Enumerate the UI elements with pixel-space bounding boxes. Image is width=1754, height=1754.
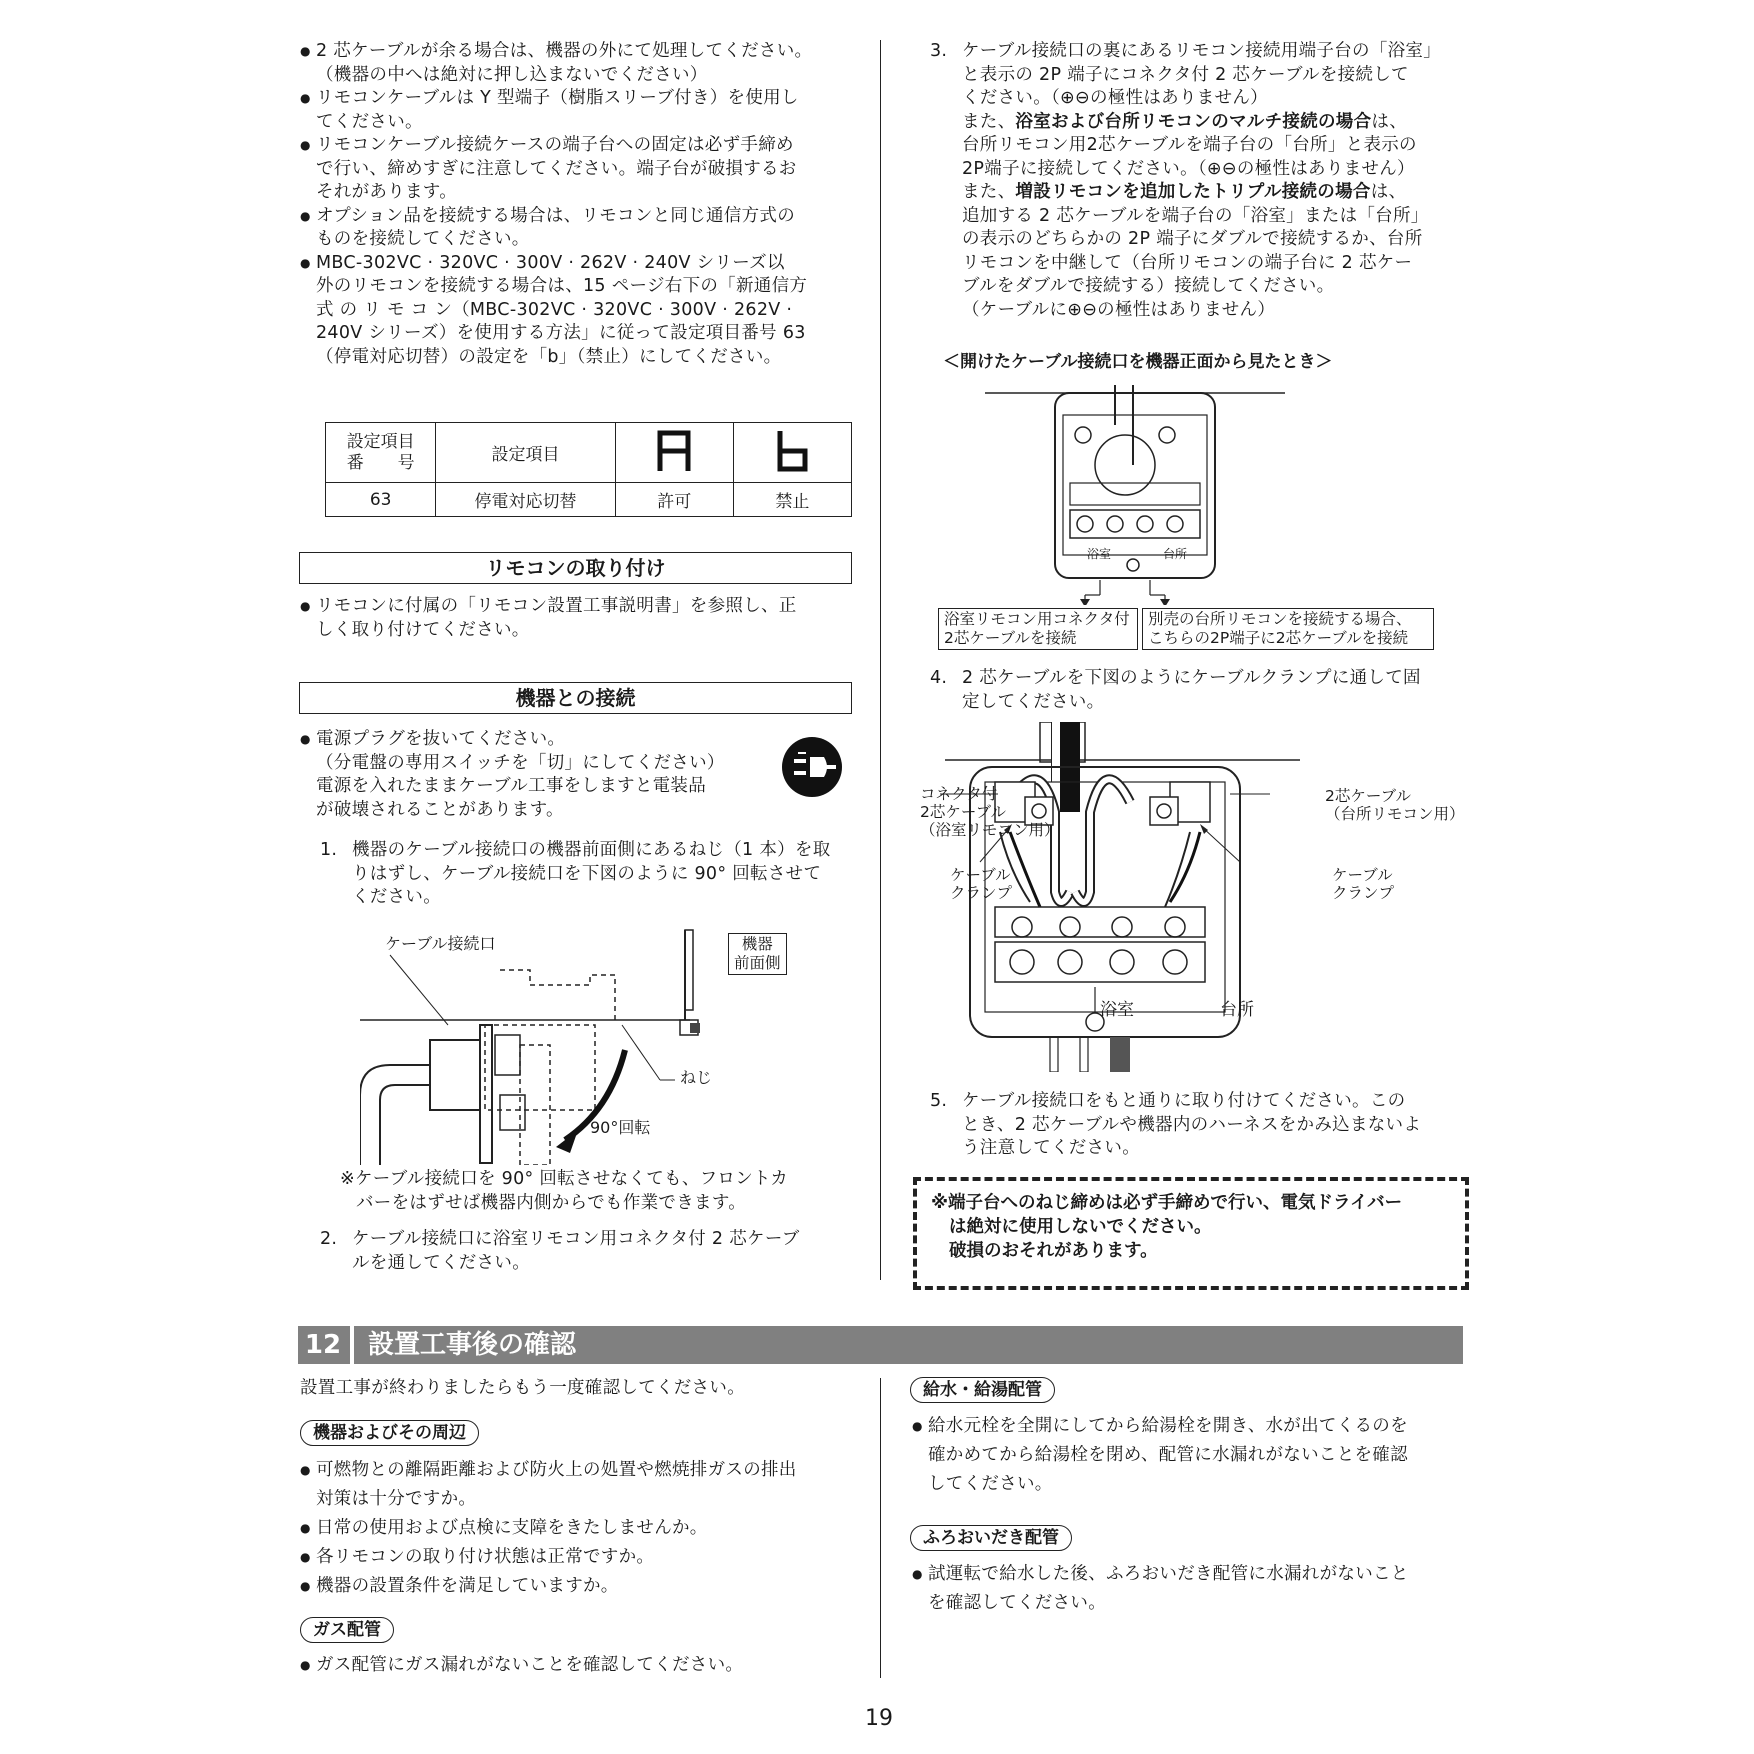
text-line: ※ケーブル接続口を 90° 回転させなくても、フロントカ bbox=[340, 1169, 789, 1189]
group-water-title: 給水・給湯配管 bbox=[910, 1377, 1055, 1403]
text-line: リモコンを中継して（台所リモコンの端子台に 2 芯ケー bbox=[962, 252, 1413, 273]
fig1-front-label bbox=[728, 933, 787, 975]
text-line: 確かめてから給湯栓を閉め、配管に水漏れがないことを確認 bbox=[928, 1445, 1408, 1465]
fig3-right-clamp-label bbox=[1332, 866, 1394, 902]
text-line: ● MBC-302VC · 320VC · 300V · 262V · 240V シリーズ以 bbox=[316, 252, 785, 273]
seven-seg-a-icon bbox=[654, 427, 694, 473]
text-line: ケーブル接続口をもと通りに取り付けてください。この bbox=[962, 1091, 1406, 1111]
text-line: 定してください。 bbox=[962, 691, 1105, 712]
group-water-list bbox=[912, 1412, 1472, 1499]
cell-prohibit: 禁止 bbox=[733, 483, 851, 517]
text-line: 対策は十分ですか。 bbox=[316, 1489, 477, 1509]
step1-item bbox=[320, 839, 860, 910]
step-number: 4. bbox=[930, 668, 948, 688]
section-separator bbox=[350, 1326, 354, 1364]
step2-item bbox=[320, 1228, 860, 1275]
text-line: 2P端子に接続してください。（⊕⊖の極性はありません） bbox=[962, 158, 1415, 179]
step3-item bbox=[930, 40, 1470, 322]
text-line: ものを接続してください。 bbox=[316, 229, 530, 249]
text-line: う注意してください。 bbox=[962, 1138, 1140, 1158]
caution-line: 破損のおそれがあります。 bbox=[949, 1241, 1158, 1261]
header-a-segment bbox=[615, 423, 733, 483]
text-line: ● 日常の使用および点検に支障をきたしませんか。 bbox=[316, 1518, 708, 1538]
label-line: 前面側 bbox=[734, 954, 781, 972]
fig2-box-kitchen bbox=[1142, 608, 1434, 650]
text-line: してください。 bbox=[928, 1474, 1053, 1494]
header-setting-number bbox=[326, 423, 436, 483]
section-number: 12 bbox=[304, 1330, 342, 1360]
label-line: 2芯ケーブル bbox=[1325, 787, 1411, 805]
text-line: 式 の リ モ コ ン（MBC-302VC · 320VC · 300V · 262V · bbox=[316, 299, 793, 320]
text-line: 追加する 2 芯ケーブルを端子台の「浴室」または「台所」 bbox=[962, 205, 1429, 226]
text-line: 電源を入れたままケーブル工事をしますと電装品 bbox=[316, 776, 707, 796]
cell-number: 63 bbox=[326, 483, 436, 517]
text-line: （ケーブルに⊕⊖の極性はありません） bbox=[962, 299, 1276, 320]
fig2-kitchen-label: 台所 bbox=[1163, 547, 1188, 561]
group-equipment-title: 機器およびその周辺 bbox=[300, 1420, 479, 1446]
label-line: ケーブル bbox=[950, 866, 1011, 884]
text-span: は、 bbox=[1370, 182, 1407, 202]
text-line: ● リモコンに付属の「リモコン設置工事説明書」を参照し、正 bbox=[316, 596, 797, 616]
header-setting-item: 設定項目 bbox=[436, 423, 615, 483]
text-line: ください。 bbox=[352, 887, 441, 907]
text-line: ブルをダブルで接続する）接続してください。 bbox=[962, 276, 1335, 296]
step5 bbox=[930, 1090, 1470, 1161]
text-line: それがあります。 bbox=[316, 182, 457, 202]
header-b-segment bbox=[733, 423, 851, 483]
check-item bbox=[300, 1543, 860, 1572]
text-line: しく取り付けてください。 bbox=[316, 619, 530, 640]
text-line: が破壊されることがあります。 bbox=[316, 799, 564, 820]
fig2-caption: ＜開けたケーブル接続口を機器正面から見たとき＞ bbox=[943, 352, 1333, 372]
fig3-left-cable-label bbox=[920, 785, 1060, 839]
step3 bbox=[930, 40, 1470, 322]
cell-allow: 許可 bbox=[615, 483, 733, 517]
group-bath-list bbox=[912, 1560, 1472, 1618]
check-item bbox=[912, 1412, 1472, 1499]
bullet-options bbox=[300, 205, 860, 252]
column-divider-bottom bbox=[880, 1378, 881, 1678]
connect-heading: 機器との接続 bbox=[299, 682, 852, 714]
text-line: てください。 bbox=[316, 111, 423, 132]
fig2-box-bath bbox=[938, 608, 1138, 650]
group-gas-title: ガス配管 bbox=[300, 1617, 394, 1643]
label-line: （台所リモコン用） bbox=[1325, 805, 1465, 823]
bullet-remocon bbox=[300, 595, 860, 642]
fig2-bath-label: 浴室 bbox=[1087, 547, 1112, 561]
step5-item bbox=[930, 1090, 1470, 1161]
bold-span: 浴室および台所リモコンのマルチ接続の場合 bbox=[1015, 111, 1372, 132]
group-gas-list bbox=[300, 1654, 860, 1678]
text-line: りはずし、ケーブル接続口を下図のように 90° 回転させて bbox=[352, 863, 822, 884]
bullet-excess-cable bbox=[300, 40, 860, 87]
text-line: ください。（⊕⊖の極性はありません） bbox=[962, 88, 1268, 108]
remocon-text bbox=[300, 595, 860, 642]
step4-item bbox=[930, 667, 1470, 714]
seven-seg-b-icon bbox=[772, 427, 812, 473]
settings-table bbox=[325, 422, 852, 517]
step-number: 5. bbox=[930, 1091, 948, 1111]
text-line: ケーブル接続口の裏にあるリモコン接続用端子台の「浴室」 bbox=[962, 41, 1442, 61]
text-line: ルを通してください。 bbox=[352, 1252, 530, 1273]
text-line: 2 芯ケーブルを下図のようにケーブルクランプに通して固 bbox=[962, 668, 1421, 688]
note-rotate bbox=[340, 1168, 860, 1215]
text-line: とき、2 芯ケーブルや機器内のハーネスをかみ込まないよ bbox=[962, 1114, 1422, 1135]
fig3-bath-label: 浴室 bbox=[1100, 1000, 1134, 1020]
step4 bbox=[930, 667, 1470, 714]
text-line: ● 試運転で給水した後、ふろおいだき配管に水漏れがないこと bbox=[928, 1564, 1409, 1584]
step-number: 3. bbox=[930, 41, 948, 61]
header-text: 番 号 bbox=[346, 452, 415, 473]
text-line: 機器のケーブル接続口の機器前面側にあるねじ（1 本）を取 bbox=[352, 840, 831, 860]
text-line: （停電対応切替）の設定を「b」（禁止）にしてください。 bbox=[316, 346, 782, 367]
text-line: ● 機器の設置条件を満足していますか。 bbox=[316, 1576, 619, 1596]
text-line: と表示の 2P 端子にコネクタ付 2 芯ケーブルを接続して bbox=[962, 64, 1409, 85]
cell-item: 停電対応切替 bbox=[436, 483, 615, 517]
fig1-port-label: ケーブル接続口 bbox=[385, 934, 496, 953]
header-text: 設定項目 bbox=[346, 431, 415, 452]
connect-text bbox=[300, 728, 780, 822]
label-line: 別売の台所リモコンを接続する場合、 bbox=[1148, 610, 1412, 628]
label-line: コネクタ付 bbox=[920, 785, 998, 803]
label-line: 2芯ケーブル bbox=[920, 803, 1006, 821]
fig3-kitchen-label: 台所 bbox=[1220, 1000, 1254, 1020]
text-line: 台所リモコン用2芯ケーブルを端子台の「台所」と表示の bbox=[962, 135, 1417, 155]
text-line: ● 電源プラグを抜いてください。 bbox=[316, 729, 566, 749]
label-line: クランプ bbox=[1332, 884, 1395, 902]
text-span: また、 bbox=[962, 182, 1016, 202]
step1 bbox=[320, 839, 860, 910]
step-number: 2. bbox=[320, 1229, 338, 1249]
step-number: 1. bbox=[320, 840, 338, 860]
check-item bbox=[300, 1514, 860, 1543]
terminal-block-figure bbox=[985, 385, 1295, 605]
text-line: ● ガス配管にガス漏れがないことを確認してください。 bbox=[316, 1655, 744, 1675]
bullet-unplug bbox=[300, 728, 780, 822]
label-line: 2芯ケーブルを接続 bbox=[944, 629, 1077, 647]
text-span: は、 bbox=[1371, 111, 1408, 132]
text-line: 240V シリーズ）を使用する方法」に従って設定項目番号 63 bbox=[316, 323, 806, 343]
fig3-right-cable-label bbox=[1325, 787, 1465, 823]
remocon-heading: リモコンの取り付け bbox=[299, 552, 852, 584]
step2 bbox=[320, 1228, 860, 1275]
section12-intro: 設置工事が終わりましたらもう一度確認してください。 bbox=[300, 1378, 745, 1398]
text-line: ● 可燃物との離隔距離および防火上の処置や燃焼排ガスの排出 bbox=[316, 1460, 797, 1480]
column-divider-top bbox=[880, 40, 881, 1280]
text-line: で行い、締めすぎに注意してください。端子台が破損するお bbox=[316, 158, 797, 179]
bullet-y-terminal bbox=[300, 87, 860, 134]
left-top-bullets bbox=[300, 40, 860, 369]
text-line: を確認してください。 bbox=[928, 1593, 1106, 1613]
fig1-screw-label: ねじ bbox=[680, 1068, 713, 1087]
text-line: ● 給水元栓を全開にしてから給湯栓を開き、水が出てくるのを bbox=[928, 1416, 1408, 1436]
text-span: また、 bbox=[962, 111, 1016, 132]
label-line: ケーブル bbox=[1332, 866, 1393, 884]
text-line: ● 各リモコンの取り付け状態は正常ですか。 bbox=[316, 1547, 655, 1567]
check-item bbox=[300, 1572, 860, 1601]
label-line: （浴室リモコン用） bbox=[920, 821, 1060, 839]
triple-line bbox=[962, 181, 1470, 205]
page-number: 19 bbox=[865, 1706, 893, 1731]
text-line: ● 2 芯ケーブルが余る場合は、機器の外にて処理してください。 bbox=[316, 41, 813, 61]
text-line: （分電盤の専用スイッチを「切」にしてください） bbox=[316, 752, 725, 773]
group-bath-title: ふろおいだき配管 bbox=[910, 1525, 1072, 1551]
bold-span: 増設リモコンを追加したトリプル接続の場合 bbox=[1015, 182, 1371, 202]
text-line: の表示のどちらかの 2P 端子にダブルで接続するか、台所 bbox=[962, 229, 1423, 249]
bullet-mbc-series bbox=[300, 252, 860, 370]
check-item bbox=[300, 1654, 860, 1678]
unplug-icon bbox=[780, 735, 844, 799]
caution-line: ※端子台へのねじ締めは必ず手締めで行い、電気ドライバー bbox=[931, 1193, 1403, 1213]
fig3-left-clamp-label bbox=[950, 866, 1012, 902]
section-title: 設置工事後の確認 bbox=[368, 1330, 577, 1360]
label-line: クランプ bbox=[950, 884, 1013, 902]
label-line: こちらの2P端子に2芯ケーブルを接続 bbox=[1148, 629, 1409, 647]
text-line: ● リモコンケーブル接続ケースの端子台への固定は必ず手締め bbox=[316, 135, 794, 155]
label-line: 機器 bbox=[741, 935, 773, 953]
text-line: （機器の中へは絶対に押し込まないでください） bbox=[316, 64, 708, 85]
caution-box bbox=[913, 1177, 1469, 1290]
section-12-heading bbox=[298, 1326, 1463, 1364]
text-line: ● オプション品を接続する場合は、リモコンと同じ通信方式の bbox=[316, 205, 796, 226]
fig1-rotate-label: 90°回転 bbox=[590, 1118, 651, 1137]
group-equipment-list bbox=[300, 1456, 860, 1601]
label-line: 浴室リモコン用コネクタ付 bbox=[944, 610, 1130, 628]
check-item bbox=[300, 1456, 860, 1514]
check-item bbox=[912, 1560, 1472, 1618]
multi-line bbox=[962, 111, 1470, 135]
text-line: 外のリモコンを接続する場合は、15 ページ右下の「新通信方 bbox=[316, 276, 808, 296]
text-line: ケーブル接続口に浴室リモコン用コネクタ付 2 芯ケーブ bbox=[352, 1229, 800, 1249]
text-line: バーをはずせば機器内側からでも作業できます。 bbox=[356, 1192, 747, 1213]
caution-line: は絶対に使用しないでください。 bbox=[949, 1217, 1212, 1237]
bullet-hand-tighten bbox=[300, 134, 860, 205]
text-line: ● リモコンケーブルは Y 型端子（樹脂スリーブ付き）を使用し bbox=[316, 88, 799, 108]
